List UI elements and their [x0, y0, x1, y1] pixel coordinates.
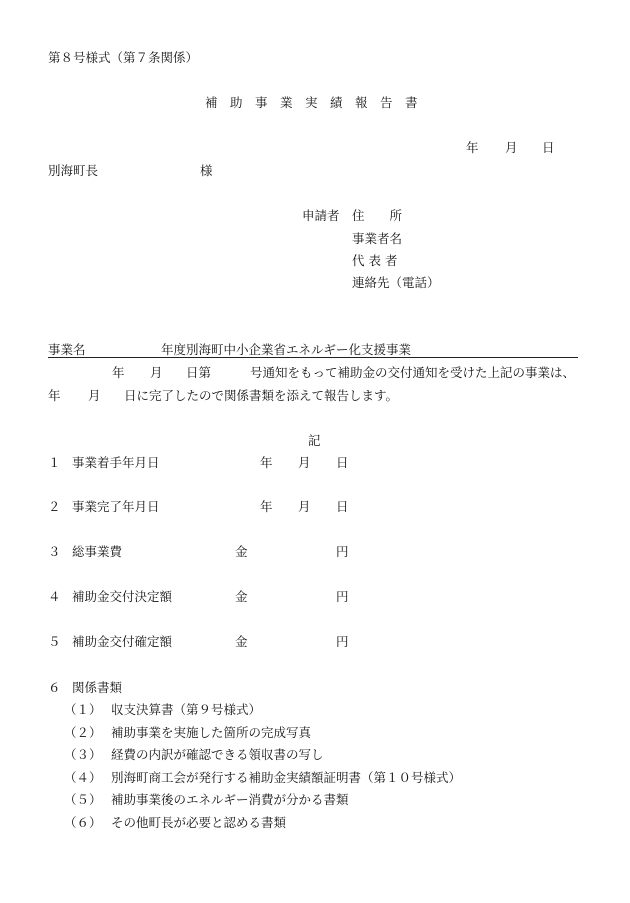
- item-day: 日: [336, 499, 349, 514]
- document-list-text: 補助事業後のエネルギー消費が分かる書類: [111, 792, 349, 807]
- item-amount-prefix: 金: [235, 589, 248, 604]
- body-line1-day-no: 日第: [186, 365, 212, 380]
- item-amount-suffix: 円: [336, 544, 349, 559]
- document-list-text: その他町長が必要と認める書類: [111, 815, 287, 830]
- item-amount-suffix: 円: [336, 589, 349, 604]
- document-list-text: 別海町商工会が発行する補助金実績額証明書（第１０号様式）: [111, 770, 462, 785]
- date-month-label: 月: [505, 140, 518, 155]
- item-number: ５: [48, 634, 61, 649]
- item-month: 月: [298, 455, 311, 470]
- document-list-text: 補助事業を実施した箇所の完成写真: [111, 725, 312, 740]
- item-label: 事業着手年月日: [72, 455, 160, 470]
- address-label: 住 所: [352, 208, 403, 223]
- item-label: 総事業費: [72, 544, 123, 559]
- document-list-text: 経費の内訳が確認できる領収書の写し: [111, 747, 324, 762]
- item-amount-suffix: 円: [336, 634, 349, 649]
- item-day: 日: [336, 455, 349, 470]
- document-list-number: （６）: [64, 815, 102, 830]
- project-name-label: 事業名: [48, 342, 86, 357]
- document-list-number: （３）: [64, 747, 102, 762]
- date-day-label: 日: [542, 140, 555, 155]
- addressee: 別海町長: [48, 163, 99, 178]
- item-year: 年: [260, 455, 273, 470]
- ki-marker: 記: [308, 433, 321, 448]
- honorific: 様: [200, 163, 213, 178]
- body-line1-month: 月: [150, 365, 163, 380]
- document-list-number: （２）: [64, 725, 102, 740]
- item-year: 年: [260, 499, 273, 514]
- project-name-value: 年度別海町中小企業省エネルギー化支援事業: [161, 342, 412, 357]
- item-amount-prefix: 金: [235, 544, 248, 559]
- applicant-label: 申請者: [302, 208, 340, 223]
- body-line2-month: 月: [88, 388, 101, 403]
- document-list-number: （１）: [64, 702, 102, 717]
- item-number: ４: [48, 589, 61, 604]
- document-list-number: （４）: [64, 770, 102, 785]
- body-line2-year: 年: [48, 388, 61, 403]
- item-label: 事業完了年月日: [72, 499, 160, 514]
- item-month: 月: [298, 499, 311, 514]
- document-list-text: 収支決算書（第９号様式）: [111, 702, 262, 717]
- body-line2-text: 日に完了したので関係書類を添えて報告します。: [124, 388, 399, 403]
- body-line1-year: 年: [112, 365, 125, 380]
- item-number: ３: [48, 544, 61, 559]
- document-list-number: （５）: [64, 792, 102, 807]
- representative-label: 代 表 者: [352, 253, 398, 268]
- item-number: ２: [48, 499, 61, 514]
- form-number: 第８号様式（第７条関係）: [48, 50, 199, 65]
- body-line1-text: 号通知をもって補助金の交付通知を受けた上記の事業は、: [250, 365, 576, 380]
- document-title: 補 助 事 業 実 績 報 告 書: [205, 95, 418, 110]
- item-number: １: [48, 455, 61, 470]
- item-number: ６: [48, 680, 61, 695]
- item-label: 補助金交付決定額: [72, 589, 173, 604]
- business-name-label: 事業者名: [352, 231, 403, 246]
- date-year-label: 年: [466, 140, 479, 155]
- item-label: 補助金交付確定額: [72, 634, 173, 649]
- contact-label: 連絡先（電話）: [352, 275, 440, 290]
- item-amount-prefix: 金: [235, 634, 248, 649]
- project-name-underline: [48, 357, 578, 358]
- documents-heading: 関係書類: [72, 680, 123, 695]
